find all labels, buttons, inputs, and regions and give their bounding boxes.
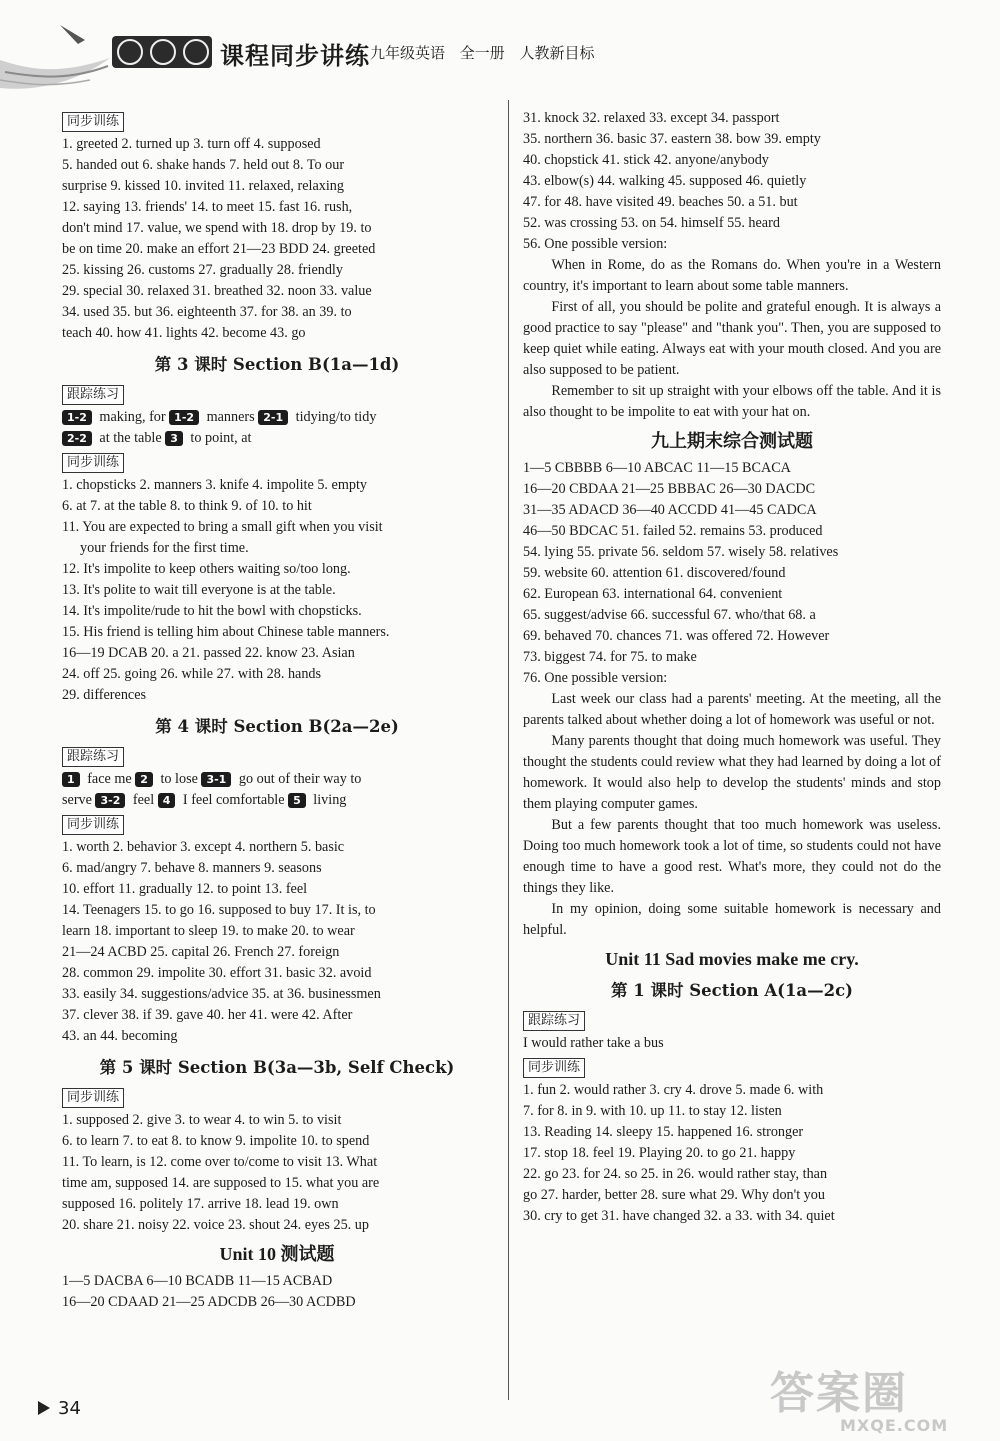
answer-line: 12. It's impolite to keep others waiting so/too long. (62, 561, 351, 577)
answer-line: 6. at 7. at the table 8. to think 9. of 10. to hit (62, 498, 312, 514)
answer-line: 10. effort 11. gradually 12. to point 13. feel (62, 881, 308, 897)
answer-line: 22. go 23. for 24. so 25. in 26. would rather stay, than (523, 1166, 828, 1182)
tag-track-practice: 跟踪练习 (523, 1011, 585, 1031)
answer-line: 29. special 30. relaxed 31. breathed 32. noon 33. value (62, 283, 372, 299)
answer-line: 56. One possible version: (523, 236, 668, 252)
answer-line: 76. One possible version: (523, 670, 668, 686)
essay-paragraph: When in Rome, do as the Romans do. When you're in a Western country, it's important to learn about some table manners. (523, 257, 941, 294)
book-subtitle: 九年级英语 全一册 人教新目标 (370, 44, 595, 62)
answer-line: 35. northern 36. basic 37. eastern 38. bow 39. empty (523, 131, 821, 147)
answer-line: 37. clever 38. if 39. gave 40. her 41. were 42. After (62, 1007, 353, 1023)
answer-line: 5. handed out 6. shake hands 7. held out 8. To our (62, 157, 345, 173)
watermark-logo-text: 答案圈 (770, 1368, 908, 1419)
answer-line: 69. behaved 70. chances 71. was offered 72. However (523, 628, 830, 644)
answer-line: 1—5 DACBA 6—10 BCADB 11—15 ACBAD (62, 1273, 333, 1289)
question-number-badge: 3-2 (95, 793, 125, 808)
answer-line: 14. It's impolite/rude to hit the bowl with chopsticks. (62, 603, 362, 619)
answer-line: 13. Reading 14. sleepy 15. happened 16. stronger (523, 1124, 804, 1140)
essay-paragraph: First of all, you should be polite and grateful enough. It is always a good practice to say "please" and "thank you". Then, you are supposed to keep quiet while eating. Always eat with your mouth closed. And you are also supposed to be patient. (523, 299, 941, 378)
track-answer-text: tidying/to tidy (292, 409, 377, 425)
track-answers-lesson4 (62, 769, 492, 790)
answer-line: 1. supposed 2. give 3. to wear 4. to win 5. to visit (62, 1112, 342, 1128)
essay-homework (523, 689, 941, 941)
track-answer-text: living (309, 792, 347, 808)
question-number-badge: 1-2 (169, 410, 199, 425)
answer-block-sync-1 (62, 134, 492, 344)
answer-line: 13. It's polite to wait till everyone is at the table. (62, 582, 336, 598)
essay-paragraph: Last week our class had a parents' meeting. At the meeting, all the parents talked about whether doing a lot of homework was useful or not. (523, 691, 941, 728)
answer-line: 59. website 60. attention 61. discovered/found (523, 565, 786, 581)
answer-line: 43. an 44. becoming (62, 1028, 178, 1044)
track-answer-text: manners (203, 409, 259, 425)
answer-line: 11. To learn, is 12. come over to/come to visit 13. What (62, 1154, 378, 1170)
answer-line: 1. greeted 2. turned up 3. turn off 4. supposed (62, 136, 321, 152)
answer-line: 25. kissing 26. customs 27. gradually 28. friendly (62, 262, 343, 278)
answer-line: 65. suggest/advise 66. successful 67. who/that 68. a (523, 607, 816, 623)
track-answer-text: at the table (95, 430, 166, 446)
answer-line: teach 40. how 41. lights 42. become 43. go (62, 325, 306, 341)
answer-line: 52. was crossing 53. on 54. himself 55. heard (523, 215, 780, 231)
answer-line: 54. lying 55. private 56. seldom 57. wisely 58. relatives (523, 544, 839, 560)
question-number-badge: 3-1 (201, 772, 231, 787)
question-number-badge: 5 (288, 793, 306, 808)
column-divider (508, 100, 509, 1400)
answer-block-lesson3 (62, 475, 492, 706)
unit11-title: Unit 11 Sad movies make me cry. (605, 949, 859, 969)
watermark-logo (770, 1368, 995, 1438)
answer-line: 21—24 ACBD 25. capital 26. French 27. foreign (62, 944, 340, 960)
tag-track-practice: 跟踪练习 (62, 385, 124, 405)
track-answers-lesson3-row2 (62, 428, 492, 449)
answer-line: supposed 16. politely 17. arrive 18. lead 19. own (62, 1196, 339, 1212)
answer-line: 1. chopsticks 2. manners 3. knife 4. impolite 5. empty (62, 477, 367, 493)
answer-line: 15. His friend is telling him about Chinese table manners. (62, 624, 390, 640)
page-footer (38, 1398, 81, 1419)
track-answer-text: to lose (156, 771, 202, 787)
answer-line: 34. used 35. but 36. eighteenth 37. for 38. an 39. to (62, 304, 352, 320)
answer-line: surprise 9. kissed 10. invited 11. relaxed, relaxing (62, 178, 344, 194)
answer-line: 1—5 CBBBB 6—10 ABCAC 11—15 BCACA (523, 460, 791, 476)
question-number-badge: 1-2 (62, 410, 92, 425)
track-answers-lesson3 (62, 407, 492, 428)
track-answers-lesson4-row2: serve 3-2 feel 4 I feel comfortable 5 living (62, 792, 347, 808)
answer-line: 16—20 CDAAD 21—25 ADCDB 26—30 ACDBD (62, 1294, 356, 1310)
answer-line: 43. elbow(s) 44. walking 45. supposed 46. quietly (523, 173, 807, 189)
track-answer-text: go out of their way to (235, 771, 362, 787)
answer-line: 6. mad/angry 7. behave 8. manners 9. seasons (62, 860, 322, 876)
answer-line: 16—20 CBDAA 21—25 BBBAC 26—30 DACDC (523, 481, 816, 497)
left-column (62, 108, 492, 1313)
answer-line: your friends for the first time. (80, 540, 249, 556)
answer-line: 7. for 8. in 9. with 10. up 11. to stay 12. listen (523, 1103, 782, 1119)
track-answer-text: I feel comfortable (179, 792, 289, 808)
brand-logo (112, 36, 212, 68)
page-number: 34 (58, 1398, 81, 1419)
question-number-badge: 3 (165, 431, 183, 446)
answer-line: don't mind 17. value, we spend with 18. drop by 19. to (62, 220, 372, 236)
answer-line: 12. saying 13. friends' 14. to meet 15. fast 16. rush, (62, 199, 353, 215)
answer-line: 73. biggest 74. for 75. to make (523, 649, 697, 665)
answer-line: 1. fun 2. would rather 3. cry 4. drove 5. made 6. with (523, 1082, 824, 1098)
question-number-badge: 2 (135, 772, 153, 787)
tag-track-practice: 跟踪练习 (62, 747, 124, 767)
page-header (0, 0, 1000, 95)
track-answer-text: making, for (95, 409, 170, 425)
question-number-badge: 1 (62, 772, 80, 787)
answer-line: 33. easily 34. suggestions/advice 35. at 36. businessmen (62, 986, 381, 1002)
right-column (523, 108, 941, 1227)
answer-line: 47. for 48. have visited 49. beaches 50. a 51. but (523, 194, 798, 210)
answer-block-lesson4 (62, 837, 492, 1047)
section-title-unit11-lesson1: 第 1 课时 Section A(1a—2c) (611, 981, 853, 1000)
track-answer-text: feel (129, 792, 158, 808)
essay-paragraph: Many parents thought that doing much homework was useful. They thought the students could review what they had learned by doing a lot of homework. It would also help to develop the students' minds and stop them playing computer games. (523, 733, 941, 812)
tag-sync-training: 同步训练 (62, 112, 124, 132)
arrow-right-icon (38, 1401, 50, 1415)
watermark-url: MXQE.COM (840, 1416, 949, 1435)
tag-sync-training: 同步训练 (62, 815, 124, 835)
book-title: 课程同步讲练 (220, 42, 370, 70)
section-title-lesson5: 第 5 课时 Section B(3a—3b, Self Check) (99, 1058, 455, 1077)
answer-line: time am, supposed 14. are supposed to 15. what you are (62, 1175, 380, 1191)
question-number-badge: 4 (158, 793, 176, 808)
tag-sync-training: 同步训练 (62, 453, 124, 473)
unit10-test-title: Unit 10 测试题 (219, 1244, 335, 1264)
question-number-badge: 2-1 (258, 410, 288, 425)
answer-block-lesson5 (62, 1110, 492, 1236)
answer-line: 46—50 BDCAC 51. failed 52. remains 53. produced (523, 523, 823, 539)
answer-line: 31—35 ADACD 36—40 ACCDD 41—45 CADCA (523, 502, 817, 518)
answer-line: 62. European 63. international 64. convenient (523, 586, 783, 602)
answer-line: 24. off 25. going 26. while 27. with 28. hands (62, 666, 322, 682)
essay-paragraph: But a few parents thought that too much homework was useless. Doing too much homework took a lot of time, so students could not have enough time to have a good rest. What's more, they could not do the things they like. (523, 817, 941, 896)
answer-line: 11. You are expected to bring a small gift when you visit (62, 519, 383, 535)
answer-line: 40. chopstick 41. stick 42. anyone/anybody (523, 152, 769, 168)
answer-line: 6. to learn 7. to eat 8. to know 9. impolite 10. to spend (62, 1133, 370, 1149)
answer-line: 1. worth 2. behavior 3. except 4. northern 5. basic (62, 839, 345, 855)
answer-block-final (523, 458, 941, 689)
essay-paragraph: In my opinion, doing some suitable homework is necessary and helpful. (523, 901, 941, 938)
essay-paragraph: Remember to sit up straight with your elbows off the table. And it is also thought to be impolite to eat with your hat on. (523, 383, 941, 420)
bird-decoration-icon (0, 0, 115, 95)
track-answer-text: to point, at (186, 430, 252, 446)
answer-line: be on time 20. make an effort 21—23 BDD 24. greeted (62, 241, 376, 257)
answer-line: 17. stop 18. feel 19. Playing 20. to go 21. happy (523, 1145, 796, 1161)
answer-line: 29. differences (62, 687, 147, 703)
answer-line: 16—19 DCAB 20. a 21. passed 22. know 23. Asian (62, 645, 355, 661)
tag-sync-training: 同步训练 (62, 1088, 124, 1108)
track-answer-unit11: I would rather take a bus (523, 1035, 664, 1051)
answer-line: learn 18. important to sleep 19. to make 20. to wear (62, 923, 355, 939)
answer-block-unit10-cont (523, 108, 941, 255)
answer-line: 30. cry to get 31. have changed 32. a 33. with 34. quiet (523, 1208, 835, 1224)
question-number-badge: 2-2 (62, 431, 92, 446)
essay-table-manners (523, 255, 941, 423)
answer-line: 14. Teenagers 15. to go 16. supposed to buy 17. It is, to (62, 902, 376, 918)
answer-block-unit10 (62, 1271, 492, 1313)
section-title-lesson4: 第 4 课时 Section B(2a—2e) (155, 717, 399, 736)
answer-line: 28. common 29. impolite 30. effort 31. basic 32. avoid (62, 965, 372, 981)
track-answer-text: face me (83, 771, 136, 787)
section-title-lesson3: 第 3 课时 Section B(1a—1d) (154, 355, 400, 374)
answer-line: go 27. harder, better 28. sure what 29. Why don't you (523, 1187, 825, 1203)
tag-sync-training: 同步训练 (523, 1058, 585, 1078)
answer-block-unit11 (523, 1080, 941, 1227)
answer-line: 20. share 21. noisy 22. voice 23. shout 24. eyes 25. up (62, 1217, 369, 1233)
final-test-title: 九上期末综合测试题 (651, 431, 813, 451)
answer-line: 31. knock 32. relaxed 33. except 34. passport (523, 110, 780, 126)
